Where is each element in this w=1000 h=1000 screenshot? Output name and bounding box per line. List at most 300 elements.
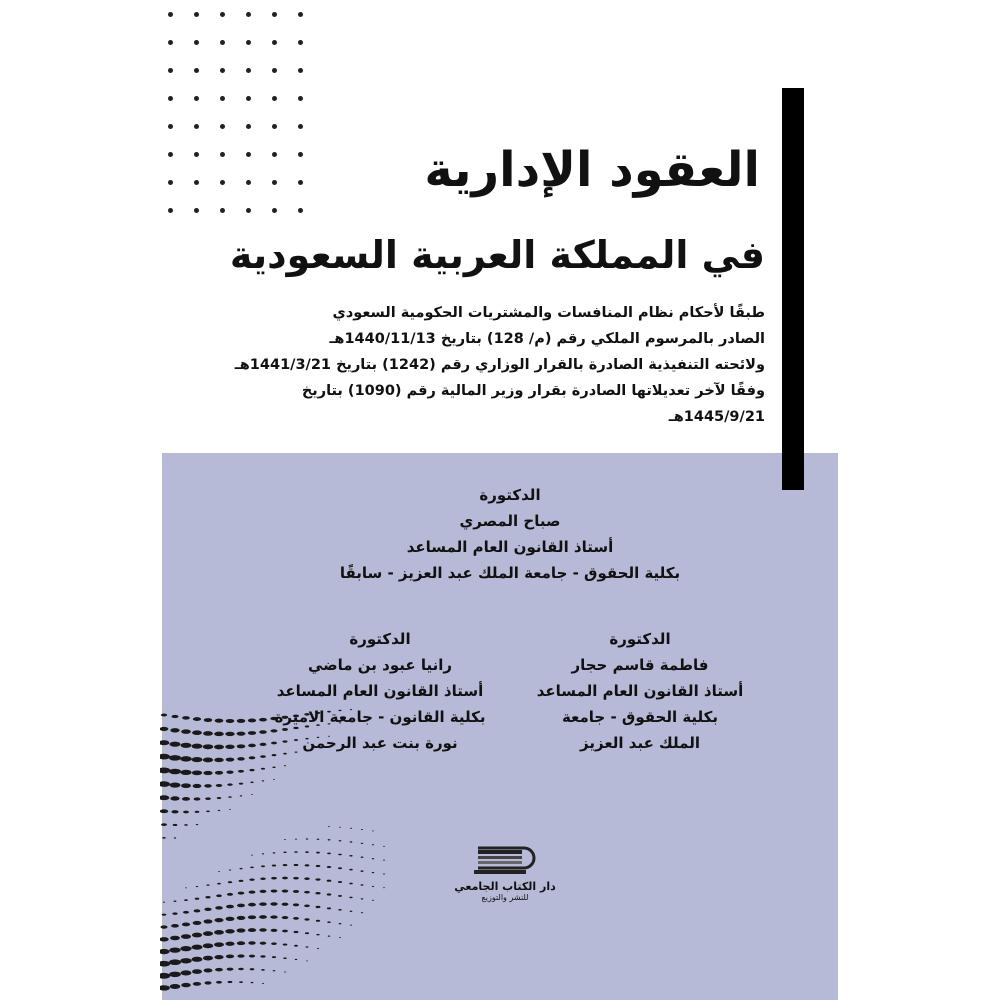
halftone-dot	[361, 898, 364, 899]
halftone-dot	[169, 972, 181, 977]
decorative-dot	[168, 152, 173, 157]
halftone-dot	[316, 934, 319, 936]
halftone-dot	[163, 902, 165, 903]
decorative-dot	[194, 208, 199, 213]
halftone-dot	[180, 743, 191, 748]
halftone-dot	[160, 985, 170, 990]
halftone-dot	[304, 918, 309, 920]
halftone-dot	[171, 924, 179, 928]
halftone-dot	[228, 796, 232, 798]
halftone-dot	[216, 981, 222, 984]
halftone-dot	[185, 887, 187, 888]
halftone-dot	[216, 784, 223, 787]
halftone-dot	[284, 765, 286, 766]
halftone-dot	[327, 880, 332, 882]
halftone-dot	[282, 916, 289, 919]
author-affiliation: نورة بنت عبد الرحمن	[302, 734, 458, 752]
halftone-dot	[327, 852, 331, 854]
halftone-dot	[160, 809, 168, 813]
decorative-dot	[272, 12, 277, 17]
halftone-dot	[204, 981, 211, 984]
halftone-dot	[170, 728, 179, 732]
halftone-dot	[238, 968, 244, 971]
author-third	[505, 626, 775, 756]
halftone-dot	[360, 884, 363, 885]
halftone-dot	[161, 714, 167, 717]
halftone-dot	[225, 929, 234, 933]
halftone-dot	[271, 942, 277, 945]
halftone-dot	[239, 981, 243, 983]
halftone-dot	[315, 878, 320, 880]
halftone-dot	[251, 982, 254, 983]
author-affiliation: بكلية القانون - جامعة الاميرة	[274, 708, 486, 726]
halftone-dot	[361, 912, 363, 913]
halftone-dot	[195, 898, 200, 900]
decorative-dot	[298, 96, 303, 101]
halftone-dot	[283, 943, 288, 945]
halftone-dot	[169, 947, 180, 952]
halftone-dot	[184, 899, 188, 901]
halftone-dot	[262, 983, 264, 984]
halftone-dot	[203, 943, 213, 948]
halftone-dot	[170, 796, 179, 800]
decorative-dot	[220, 152, 225, 157]
halftone-dot	[162, 837, 166, 839]
decorative-dot	[246, 40, 251, 45]
halftone-dot	[250, 968, 255, 970]
halftone-dot	[260, 955, 265, 957]
halftone-dot	[327, 921, 331, 923]
halftone-dot	[193, 921, 202, 925]
decorative-dot	[194, 40, 199, 45]
halftone-dot	[214, 942, 224, 947]
decorative-dot	[246, 152, 251, 157]
author-name: صباح المصري	[459, 512, 561, 530]
halftone-dot	[218, 871, 220, 872]
halftone-dot	[260, 890, 267, 893]
halftone-dot	[169, 742, 180, 747]
halftone-dot	[328, 839, 331, 840]
halftone-dot	[272, 864, 276, 866]
halftone-dot	[161, 823, 167, 826]
halftone-dot	[383, 887, 385, 888]
publisher-logo	[450, 840, 560, 910]
halftone-dot	[349, 883, 353, 885]
halftone-dot	[184, 824, 188, 826]
halftone-dot	[249, 878, 254, 880]
halftone-dot	[259, 902, 267, 906]
halftone-dot	[239, 783, 243, 785]
halftone-dot	[383, 873, 385, 874]
halftone-dot	[338, 881, 342, 883]
halftone-dot	[283, 864, 288, 866]
halftone-dot	[204, 968, 213, 972]
halftone-dot	[316, 865, 321, 867]
halftone-dot	[272, 956, 276, 958]
halftone-dot	[214, 745, 224, 750]
halftone-dot	[260, 877, 266, 880]
halftone-dot	[349, 855, 352, 857]
halftone-dot	[203, 771, 212, 775]
author-name: رانيا عبود بن ماضي	[307, 656, 453, 674]
halftone-dot	[249, 769, 254, 771]
halftone-dot	[328, 826, 330, 827]
halftone-dot	[160, 740, 169, 745]
halftone-dot	[237, 757, 245, 761]
halftone-dot	[193, 982, 201, 986]
halftone-dot	[160, 767, 170, 773]
halftone-dot	[316, 852, 320, 854]
decorative-dot	[298, 40, 303, 45]
book-description	[200, 300, 765, 430]
halftone-dot	[214, 930, 224, 935]
halftone-dot	[181, 783, 191, 788]
halftone-dot	[272, 766, 275, 768]
halftone-dot	[284, 971, 286, 972]
book-subtitle: في المملكة العربية السعودية	[229, 233, 765, 277]
halftone-dot	[203, 931, 213, 936]
halftone-dot	[327, 907, 331, 909]
halftone-dot	[250, 781, 253, 783]
halftone-dot	[305, 932, 309, 934]
halftone-dot	[204, 718, 212, 722]
halftone-dot	[383, 846, 385, 847]
halftone-dot	[229, 869, 232, 870]
author-honorific: الدكتورة	[609, 630, 671, 648]
halftone-dot	[304, 904, 310, 907]
halftone-dot	[350, 841, 353, 842]
decorative-dot	[246, 68, 251, 73]
halftone-dot	[248, 928, 256, 932]
halftone-dot	[160, 727, 168, 731]
halftone-dot	[192, 770, 202, 775]
halftone-dot	[214, 732, 224, 737]
halftone-dot	[248, 915, 256, 919]
halftone-dot	[383, 860, 385, 861]
halftone-dot	[160, 949, 170, 954]
book-stack-logo-icon	[470, 840, 540, 880]
halftone-dot	[182, 797, 190, 801]
halftone-dot	[372, 900, 374, 901]
halftone-dot	[174, 837, 177, 838]
halftone-dot	[194, 797, 201, 800]
decorative-dot	[272, 40, 277, 45]
halftone-dot	[237, 954, 244, 957]
author-position: أستاذ القانون العام المساعد	[536, 682, 744, 700]
author-affiliation: بكلية الحقوق - جامعة	[561, 708, 719, 726]
decorative-dot	[168, 208, 173, 213]
halftone-dot	[270, 915, 277, 918]
publisher-tagline: للنشر والتوزيع	[481, 893, 529, 902]
halftone-dot	[317, 839, 320, 840]
decorative-dot	[194, 12, 199, 17]
halftone-dot	[372, 886, 374, 887]
decorative-dot	[220, 68, 225, 73]
decorative-dot	[168, 40, 173, 45]
halftone-dot	[261, 768, 265, 770]
halftone-dot	[169, 959, 181, 965]
halftone-dot	[293, 903, 299, 906]
halftone-dot	[294, 864, 299, 866]
halftone-dot	[162, 914, 167, 916]
halftone-dot	[349, 897, 352, 899]
decorative-dot	[168, 12, 173, 17]
halftone-dot	[214, 758, 223, 762]
book-title: العقود الإدارية	[424, 142, 760, 198]
decorative-dot	[298, 208, 303, 213]
halftone-dot	[169, 769, 181, 775]
halftone-dot	[262, 853, 264, 854]
halftone-dot	[315, 892, 320, 894]
halftone-dot	[361, 829, 363, 830]
decorative-dot	[272, 124, 277, 129]
halftone-dot	[170, 936, 180, 941]
halftone-dot	[372, 858, 375, 859]
decorative-dot	[168, 180, 173, 185]
halftone-dot	[293, 890, 299, 893]
halftone-dot	[282, 930, 288, 933]
halftone-dot	[338, 854, 342, 856]
decorative-dot	[272, 180, 277, 185]
halftone-dot	[262, 780, 265, 781]
author-position: أستاذ القانون العام المساعد	[406, 538, 614, 556]
halftone-dot	[237, 916, 246, 920]
halftone-dot	[217, 883, 221, 885]
halftone-dot	[294, 931, 299, 933]
halftone-dot	[192, 744, 203, 749]
halftone-dot	[227, 893, 233, 896]
halftone-dot	[284, 839, 286, 840]
halftone-dot	[215, 771, 223, 775]
halftone-dot	[192, 969, 202, 974]
halftone-dot	[180, 946, 191, 951]
halftone-dot	[339, 827, 341, 828]
halftone-dot	[270, 902, 277, 905]
halftone-dot	[249, 891, 256, 894]
halftone-dot	[203, 758, 213, 763]
halftone-dot	[349, 869, 353, 871]
decorative-dot	[168, 68, 173, 73]
halftone-dot	[183, 811, 189, 814]
decorative-dot	[168, 96, 173, 101]
halftone-dot	[173, 901, 176, 902]
halftone-dot	[180, 770, 191, 775]
halftone-dot	[170, 984, 181, 989]
decorative-dot	[194, 180, 199, 185]
halftone-dot	[339, 923, 342, 924]
halftone-dot	[293, 917, 299, 920]
halftone-dot	[304, 891, 310, 894]
halftone-dot	[204, 784, 212, 788]
decorative-dot	[194, 152, 199, 157]
halftone-dot	[338, 867, 342, 869]
halftone-dot	[316, 920, 320, 922]
halftone-dot	[294, 851, 298, 853]
decorative-dot	[246, 124, 251, 129]
halftone-dot	[192, 730, 202, 735]
halftone-dot	[226, 917, 235, 921]
halftone-dot	[180, 756, 192, 761]
halftone-dot	[273, 779, 275, 780]
description-line: ولائحته التنفيذية الصادرة بالقرار الوزاري رقم (1242) بتاريخ 1441/3/21هـ	[234, 357, 765, 373]
halftone-dot	[215, 906, 223, 910]
halftone-dot	[237, 904, 245, 908]
halftone-dot	[229, 809, 231, 810]
description-line: الصادر بالمرسوم الملكي رقم (م/ 128) بتاريخ 1440/11/13هـ	[329, 331, 765, 347]
halftone-dot	[206, 884, 209, 885]
halftone-dot	[181, 934, 191, 939]
halftone-dot	[282, 877, 288, 880]
halftone-dot	[248, 941, 255, 944]
halftone-dot	[273, 852, 276, 853]
black-spine-bar	[782, 88, 804, 490]
halftone-dot	[203, 731, 213, 736]
halftone-dot	[304, 877, 309, 880]
halftone-dot	[271, 877, 277, 880]
decorative-dot	[220, 40, 225, 45]
halftone-dot	[226, 905, 234, 909]
halftone-dot	[249, 955, 255, 958]
halftone-dot	[305, 946, 308, 947]
halftone-dot	[192, 757, 203, 762]
halftone-dot	[160, 973, 170, 979]
halftone-dot	[182, 923, 190, 927]
halftone-dot	[283, 957, 286, 959]
halftone-dot	[182, 716, 190, 720]
halftone-dot	[238, 770, 244, 773]
halftone-dot	[338, 909, 342, 911]
halftone-dot	[339, 937, 341, 938]
halftone-dot	[361, 843, 364, 844]
halftone-dot	[372, 830, 374, 831]
halftone-dot	[360, 870, 363, 871]
halftone-dot	[227, 968, 234, 971]
halftone-dot	[237, 941, 245, 945]
decorative-dot	[272, 96, 277, 101]
halftone-dot	[215, 719, 224, 723]
decorative-dot	[246, 12, 251, 17]
halftone-dot	[227, 783, 232, 786]
halftone-dot	[328, 935, 331, 936]
decorative-dot	[272, 208, 277, 213]
halftone-dot	[306, 838, 309, 839]
halftone-dot	[215, 968, 223, 972]
halftone-dot	[193, 717, 201, 721]
decorative-dot	[298, 68, 303, 73]
description-line: وفقًا لآخر تعديلاتها الصادرة بقرار وزير المالية رقم (1090) بتاريخ	[301, 383, 765, 399]
decorative-dot	[246, 180, 251, 185]
halftone-dot	[372, 872, 375, 873]
decorative-dot	[194, 124, 199, 129]
halftone-dot	[226, 771, 233, 774]
halftone-dot	[171, 715, 178, 718]
halftone-dot	[225, 942, 234, 946]
halftone-dot	[206, 810, 210, 812]
halftone-dot	[192, 945, 203, 950]
halftone-dot	[181, 729, 191, 733]
decorative-dot	[220, 124, 225, 129]
halftone-dot	[239, 880, 244, 882]
author-position: أستاذ القانون العام المساعد	[276, 682, 484, 700]
halftone-dot	[160, 961, 170, 967]
halftone-dot	[195, 811, 200, 813]
halftone-dot	[305, 864, 310, 866]
halftone-dot	[261, 865, 265, 867]
halftone-dot	[196, 824, 199, 825]
decorative-dot	[272, 68, 277, 73]
author-affiliation: بكلية الحقوق - جامعة الملك عبد العزيز - سابقًا	[339, 564, 681, 582]
halftone-dot	[173, 824, 178, 826]
author-affiliation: الملك عبد العزيز	[580, 734, 700, 752]
halftone-dot	[204, 908, 211, 911]
halftone-dot	[294, 945, 298, 947]
halftone-dot	[218, 810, 221, 811]
halftone-dot	[228, 881, 232, 883]
halftone-dot	[203, 744, 213, 749]
halftone-dot	[181, 970, 192, 975]
decorative-dot	[298, 124, 303, 129]
halftone-dot	[204, 919, 213, 923]
halftone-dot	[194, 909, 201, 912]
halftone-dot	[181, 983, 190, 987]
author-second	[230, 626, 530, 756]
halftone-dot	[261, 969, 265, 971]
halftone-dot	[214, 955, 223, 959]
halftone-dot	[293, 877, 299, 880]
halftone-dot	[237, 928, 246, 932]
decorative-dot	[220, 96, 225, 101]
halftone-dot	[240, 795, 243, 796]
halftone-dot	[282, 903, 289, 906]
halftone-dot	[372, 844, 374, 845]
halftone-dot	[339, 840, 342, 841]
decorative-dot	[168, 124, 173, 129]
decorative-dot	[194, 68, 199, 73]
halftone-dot	[183, 911, 189, 914]
halftone-dot	[180, 958, 192, 963]
halftone-dot	[250, 866, 254, 868]
decorative-dot	[220, 208, 225, 213]
halftone-dot	[169, 755, 181, 761]
decorative-dot	[272, 152, 277, 157]
halftone-dot	[248, 903, 256, 907]
halftone-dot	[305, 851, 309, 853]
halftone-dot	[350, 911, 353, 912]
halftone-dot	[350, 828, 352, 829]
halftone-dot	[216, 894, 222, 897]
halftone-dot	[205, 896, 210, 898]
halftone-dot	[260, 942, 267, 945]
halftone-dot	[271, 889, 278, 892]
halftone-dot	[196, 886, 198, 887]
halftone-dot	[160, 754, 170, 760]
halftone-dot	[160, 925, 167, 928]
halftone-dot	[295, 839, 297, 840]
halftone-dot	[238, 892, 245, 895]
halftone-dot	[259, 928, 266, 931]
description-line: طبقًا لأحكام نظام المنافسات والمشتريات الحكومية السعودي	[332, 305, 765, 321]
halftone-dot	[273, 970, 276, 971]
decorative-dot	[220, 180, 225, 185]
decorative-dot	[246, 96, 251, 101]
halftone-dot	[338, 895, 342, 897]
publisher-name: دار الكتاب الجامعي	[454, 880, 556, 893]
decorative-dot	[246, 208, 251, 213]
halftone-dot	[239, 868, 242, 869]
halftone-dot	[327, 893, 332, 895]
halftone-dot	[160, 795, 169, 800]
halftone-dot	[226, 758, 235, 762]
